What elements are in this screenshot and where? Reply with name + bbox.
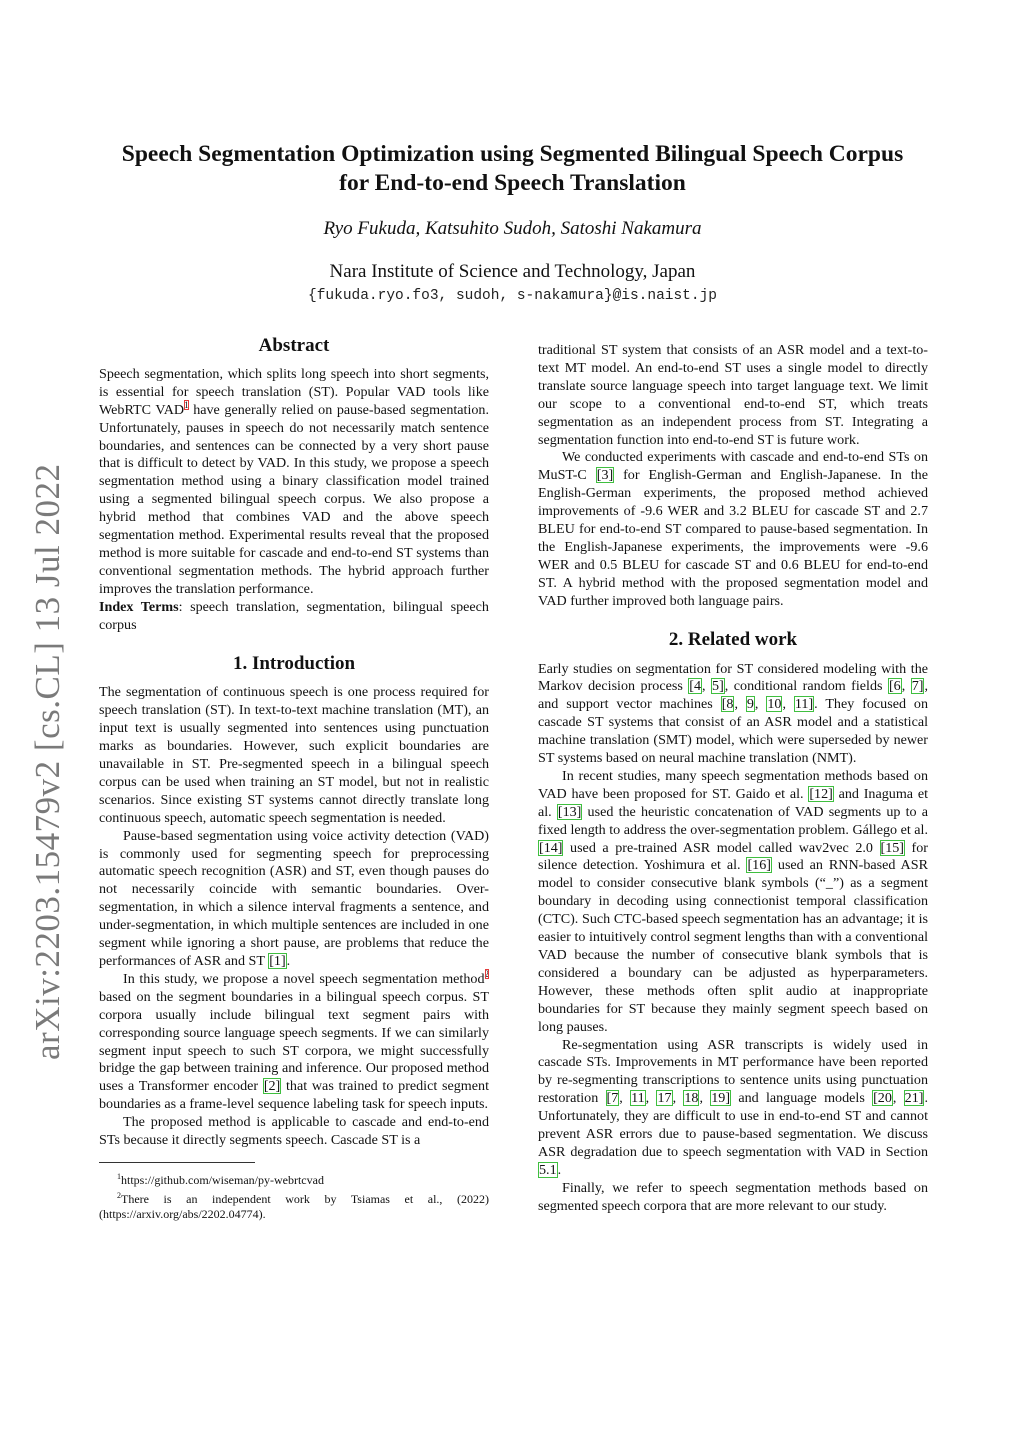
cite-4[interactable]: [4: [689, 678, 702, 695]
related-p3: Re-segmentation using ASR transcripts is widely used in cascade STs. Improvements in MT performance have been reported by re-segmenting transcriptions to sentence units using punctuation restoration [7, 11, 17, 18, 19] and language models [20, 21]. Unfortunately, they are difficult to use in end-to-end ST and cannot prevent ASR errors due to pause-based segmentation. We discuss ASR degradation due to speech segmentation with VAD in Section 5.1.: [538, 1036, 928, 1178]
related-p2-a: In recent studies, many speech segmentation methods based on VAD have been proposed for ST. Gaido et al.: [538, 767, 928, 802]
abstract-text-a: Speech segmentation, which splits long speech into short segments, is essential for speech translation (ST). Popular VAD tools like WebRTC VAD: [99, 365, 489, 418]
intro-cont-p2-b: for English-German and English-Japanese. In the English-German experiments, the proposed method achieved improvements of -9.6 WER and 3.2 BLEU for cascade ST and 2.7 BLEU for end-to-end ST compared to pause-based segmentation. In the English-Japanese experiments, the improvements were -9.6 WER and 0.5 BLEU for cascade ST and 0.6 BLEU for end-to-end ST. A hybrid method with the proposed segmentation model and VAD further improved both language pairs.: [538, 467, 928, 609]
cite-8[interactable]: [8: [721, 696, 734, 713]
related-p2: [538, 768, 928, 1037]
cite-1[interactable]: [1]: [269, 953, 286, 969]
footnote-1-link[interactable]: 1: [184, 400, 189, 411]
related-p2-d: used a pre-trained ASR model called wav2vec 2.0: [563, 839, 880, 856]
footnote-rule: [99, 1162, 255, 1163]
related-p2-b: and Inaguma et al.: [538, 785, 928, 820]
title-line-2: for End-to-end Speech Translation: [339, 170, 686, 196]
footnotes: [99, 1169, 489, 1222]
intro-p3-c: that was trained to predict segment boundaries as a frame-level sequence labeling task for speech inputs.: [99, 1078, 489, 1113]
cite-20[interactable]: [20: [873, 1090, 892, 1107]
authors: Ryo Fukuda, Katsuhito Sudoh, Satoshi Nakamura: [323, 218, 702, 239]
index-terms-label: Index Terms: [99, 598, 179, 615]
related-p1-d: . They focused on cascade ST systems that consist of an ASR model and a statistical machine translation (SMT) model, which were superseded by newer ST systems based on neural machine translation (NMT).: [538, 696, 929, 767]
cite-21[interactable]: 21]: [904, 1090, 924, 1107]
related-p2-c: used the heuristic concatenation of VAD segments up to a fixed length to address the over-segmentation problem. Gállego et al.: [538, 803, 929, 838]
cite-2[interactable]: [2]: [263, 1078, 281, 1095]
cite-5[interactable]: 5]: [712, 678, 724, 695]
cite-12[interactable]: [12]: [809, 785, 833, 802]
footnote-2-text: There is an independent work by Tsiamas et al., (2022) (https://arxiv.org/abs/2202.04774).: [99, 1191, 489, 1221]
intro-heading: 1. Introduction: [232, 652, 356, 674]
intro-p3: [99, 971, 489, 1114]
cite-17[interactable]: 17: [657, 1090, 672, 1107]
related-p1-a: Early studies on segmentation for ST considered modeling with the Markov decision process: [538, 660, 928, 695]
cite-14[interactable]: [14]: [539, 839, 563, 856]
related-p1-b: , conditional random fields: [724, 678, 888, 695]
related-p3-c: . Unfortunately, they are difficult to use in end-to-end ST and cannot prevent ASR errors due to pause-based segmentation. We discuss ASR degradation due to speech segmentation with VAD in Section: [538, 1090, 928, 1160]
abstract-text-b: have generally relied on pause-based segmentation. Unfortunately, pauses in speech do not necessarily match sentence boundaries, and sentences can be connected by a very short pause that is difficult to detect by VAD. In this study, we propose a speech segmentation method using a binary classification model trained using a segmented bilingual speech corpus. We also propose a hybrid method that combines VAD and the above speech segmentation method. Experimental results reveal that the proposed method is more suitable for cascade and end-to-end ST systems than conventional segmentation methods. The hybrid approach further improves the translation performance.: [99, 401, 489, 597]
cite-3[interactable]: [3]: [596, 467, 614, 484]
related-p3-a: Re-segmentation using ASR transcripts is widely used in cascade STs. Improvements in MT performance have been reported by re-segmenting transcriptions to sentence units using punctuation restoration: [538, 1036, 928, 1107]
intro-p4: The proposed method is applicable to cascade and end-to-end STs because it directly segments speech. Cascade ST is a: [99, 1114, 489, 1149]
footnote-1-text: https://github.com/wiseman/py-webrtcvad: [121, 1172, 324, 1187]
related-p1: Early studies on segmentation for ST considered modeling with the Markov decision process [4, 5], conditional random fields [6, 7], and support vector machines [8, 9, 10, 11]. They focused on cascade ST systems that consist of an ASR model and a statistical machine translation (SMT) model, which were superseded by newer ST systems based on neural machine translation (NMT).: [538, 660, 929, 767]
related-p3-d: .: [557, 1161, 562, 1178]
cite-19[interactable]: 19]: [711, 1090, 731, 1107]
email: {fukuda.ryo.fo3, sudoh, s-nakamura}@is.naist.jp: [308, 288, 717, 304]
abstract-heading: Abstract: [258, 335, 330, 356]
cite-15[interactable]: [15]: [880, 839, 904, 856]
footnote-2-num: 2: [117, 1190, 121, 1200]
intro-cont-p2: [538, 449, 928, 610]
cite-6[interactable]: [6: [888, 678, 901, 695]
intro-p2: [99, 828, 489, 971]
title-line-1: Speech Segmentation Optimization using Segmented Bilingual Speech Corpus: [121, 141, 904, 167]
intro-p2-a: Pause-based segmentation using voice activity detection (VAD) is commonly used for segmenting speech for preprocessing automatic speech recognition (ASR) and ST, even though pauses do not necessarily coincide with semantic boundaries. Over-segmentation, in which a silence interval fragments a sentence, and under-segmentation, in which multiple sentences are included in one segment while ignoring a short pause, are problems that reduce the performances of ASR and ST: [99, 827, 489, 969]
section-5-1-link[interactable]: 5.1: [539, 1161, 557, 1178]
paper-title: [90, 140, 935, 198]
related-p2-f: used an RNN-based ASR model to consider consecutive blank symbols (“_”) as a segment boundary in decoding using connectionist temporal classification (CTC). Such CTC-based speech segmentation has an advantage; it is easier to intuitively control segment lengths than with a conventional VAD because the number of consecutive blank symbols that is considered a boundary can be adjusted as hyperparameters. However, these methods often split audio at inappropriate boundaries for ST because they mainly segment speech based on long pauses.: [538, 857, 928, 1035]
cite-13[interactable]: [13]: [557, 803, 582, 820]
cite-11b[interactable]: 11: [631, 1090, 645, 1107]
right-column: [538, 342, 928, 1216]
intro-p2-b: .: [286, 953, 291, 969]
cite-9[interactable]: 9: [746, 696, 754, 713]
footnote-2-link[interactable]: 2: [484, 969, 489, 980]
cite-7[interactable]: 7]: [911, 678, 924, 695]
left-column: [99, 337, 489, 1222]
footnote-1: [99, 1169, 489, 1188]
intro-p3-a: In this study, we propose a novel speech segmentation method: [123, 970, 485, 987]
cite-11[interactable]: 11]: [794, 696, 814, 713]
cite-16[interactable]: [16]: [747, 857, 771, 874]
intro-cont-p1: traditional ST system that consists of an ASR model and a text-to-text MT model. An end-to-end ST uses a single model to directly translate source language speech into target language text. We limit our scope to a conventional end-to-end ST, which treats segmentation as an independent process from ST. Integrating a segmentation function into end-to-end ST is future work.: [538, 342, 928, 448]
cite-7b[interactable]: [7: [606, 1090, 619, 1107]
cite-10[interactable]: 10: [767, 696, 782, 713]
index-terms: [99, 599, 489, 635]
related-p2-e: for silence detection. Yoshimura et al.: [538, 839, 928, 874]
related-work-heading: 2. Related work: [668, 628, 798, 650]
related-p1-c: , and support vector machines: [538, 678, 929, 713]
arxiv-side-stamp: arXiv:2203.15479v2 [cs.CL] 13 Jul 2022: [28, 463, 67, 1060]
intro-cont-p2-a: We conducted experiments with cascade and end-to-end STs on MuST-C: [538, 449, 928, 484]
footnote-2: [99, 1188, 489, 1222]
related-p4: Finally, we refer to speech segmentation methods based on segmented speech corpora that are more relevant to our study.: [538, 1179, 928, 1214]
cite-18[interactable]: 18: [684, 1090, 699, 1107]
affiliation: Nara Institute of Science and Technology, Japan: [329, 261, 696, 282]
index-terms-text: : speech translation, segmentation, bilingual speech corpus: [99, 598, 489, 633]
intro-p1: The segmentation of continuous speech is one process required for speech translation (ST). In text-to-text machine translation (MT), an input text is usually segmented into sentences using punctuation marks as boundaries. However, such explicit boundaries are unavailable in ST. Pre-segmented speech in a bilingual speech corpus can be used when training an ST model, but not in realistic scenarios. Since existing ST systems cannot directly translate long continuous speech, automatic speech segmentation is needed.: [99, 684, 489, 826]
footnote-1-num: 1: [117, 1171, 121, 1181]
abstract-text: [99, 366, 489, 599]
intro-p3-b: based on the segment boundaries in a bilingual speech corpus. ST corpora usually include bilingual text segment pairs with corresponding source language speech segments. If we can similarly segment input speech to such ST corpora, we might successfully bridge the gap between training and inference. Our proposed method uses a Transformer encoder: [99, 988, 489, 1095]
related-p3-b: and language models: [731, 1090, 873, 1107]
